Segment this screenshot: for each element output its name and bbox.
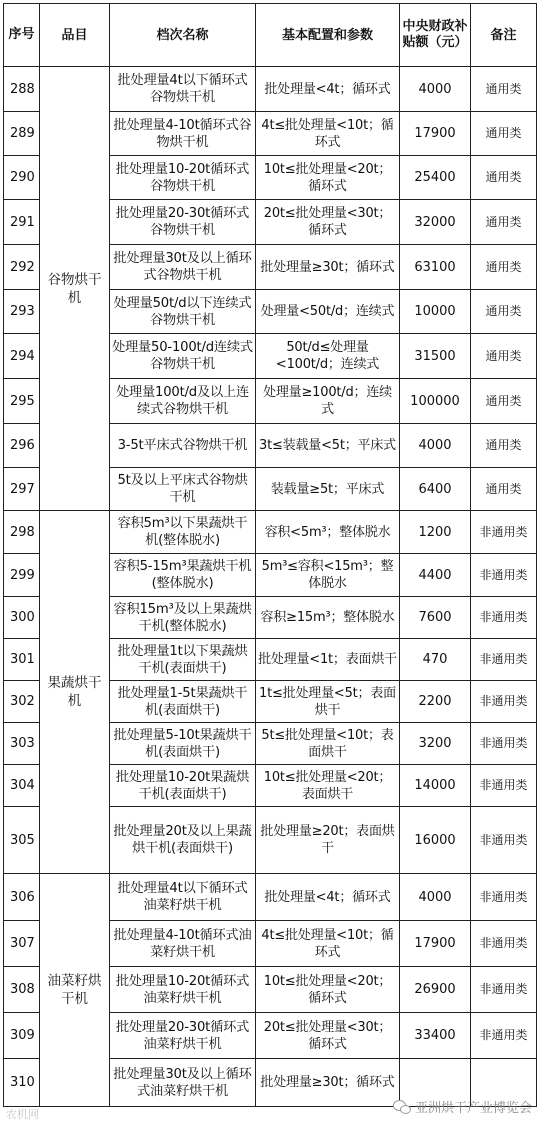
spec-cell: 批处理量≥30t；循环式 <box>256 1059 400 1107</box>
subsidy-amount: 4400 <box>400 554 471 597</box>
note-cell: 通用类 <box>471 112 537 156</box>
row-number: 293 <box>4 290 40 334</box>
note-cell: 非通用类 <box>471 511 537 554</box>
spec-cell: 4t≤批处理量<10t；循环式 <box>256 921 400 967</box>
header-subsidy: 中央财政补贴额（元） <box>400 4 471 67</box>
row-number: 308 <box>4 967 40 1013</box>
spec-cell: 批处理量<1t；表面烘干 <box>256 639 400 681</box>
grade-name: 批处理量4-10t循环式谷物烘干机 <box>110 112 256 156</box>
row-number: 295 <box>4 379 40 424</box>
row-number: 302 <box>4 681 40 723</box>
note-cell: 非通用类 <box>471 554 537 597</box>
subsidy-amount: 2200 <box>400 681 471 723</box>
subsidy-amount: 17900 <box>400 921 471 967</box>
grade-name: 批处理量20t及以上果蔬烘干机(表面烘干) <box>110 807 256 874</box>
note-cell: 非通用类 <box>471 639 537 681</box>
note-cell: 通用类 <box>471 424 537 468</box>
header-grade: 档次名称 <box>110 4 256 67</box>
row-number: 296 <box>4 424 40 468</box>
spec-cell: 处理量≥100t/d；连续式 <box>256 379 400 424</box>
table-row <box>4 67 537 112</box>
spec-cell: 50t/d≤处理量<100t/d；连续式 <box>256 334 400 379</box>
note-cell: 非通用类 <box>471 807 537 874</box>
note-cell: 通用类 <box>471 379 537 424</box>
grade-name: 批处理量10-20t果蔬烘干机(表面烘干) <box>110 765 256 807</box>
row-number: 291 <box>4 200 40 245</box>
category-cell: 谷物烘干机 <box>40 67 110 511</box>
grade-name: 处理量100t/d及以上连续式谷物烘干机 <box>110 379 256 424</box>
row-number: 294 <box>4 334 40 379</box>
note-cell: 通用类 <box>471 468 537 511</box>
spec-cell: 批处理量<4t；循环式 <box>256 874 400 921</box>
grade-name: 批处理量5-10t果蔬烘干机(表面烘干) <box>110 723 256 765</box>
subsidy-amount: 17900 <box>400 112 471 156</box>
subsidy-table <box>3 3 537 1107</box>
grade-name: 批处理量1t以下果蔬烘干机(表面烘干) <box>110 639 256 681</box>
spec-cell: 容积≥15m³；整体脱水 <box>256 597 400 639</box>
note-cell: 非通用类 <box>471 723 537 765</box>
note-cell: 非通用类 <box>471 681 537 723</box>
wechat-icon <box>393 1100 411 1114</box>
row-number: 305 <box>4 807 40 874</box>
grade-name: 批处理量20-30t循环式油菜籽烘干机 <box>110 1013 256 1059</box>
row-number: 306 <box>4 874 40 921</box>
note-cell: 非通用类 <box>471 874 537 921</box>
subsidy-amount: 25400 <box>400 156 471 200</box>
watermark-right <box>393 1097 532 1116</box>
spec-cell: 3t≤装载量<5t；平床式 <box>256 424 400 468</box>
row-number: 300 <box>4 597 40 639</box>
watermark-left: 农机网 <box>6 1108 39 1121</box>
watermark-right-text: 亚洲烘干产业博览会 <box>414 1101 532 1116</box>
grade-name: 批处理量10-20t循环式油菜籽烘干机 <box>110 967 256 1013</box>
spec-cell: 10t≤批处理量<20t；表面烘干 <box>256 765 400 807</box>
grade-name: 容积15m³及以上果蔬烘干机(整体脱水) <box>110 597 256 639</box>
row-number: 290 <box>4 156 40 200</box>
grade-name: 批处理量30t及以上循环式谷物烘干机 <box>110 245 256 290</box>
row-number: 309 <box>4 1013 40 1059</box>
grade-name: 批处理量20-30t循环式谷物烘干机 <box>110 200 256 245</box>
category-cell: 油菜籽烘干机 <box>40 874 110 1107</box>
subsidy-amount: 14000 <box>400 765 471 807</box>
header-note: 备注 <box>471 4 537 67</box>
note-cell: 通用类 <box>471 290 537 334</box>
subsidy-amount: 33400 <box>400 1013 471 1059</box>
subsidy-amount: 6400 <box>400 468 471 511</box>
subsidy-amount: 3200 <box>400 723 471 765</box>
note-cell: 通用类 <box>471 200 537 245</box>
row-number: 298 <box>4 511 40 554</box>
note-cell: 通用类 <box>471 156 537 200</box>
spec-cell: 容积<5m³；整体脱水 <box>256 511 400 554</box>
grade-name: 批处理量4t以下循环式油菜籽烘干机 <box>110 874 256 921</box>
spec-cell: 处理量<50t/d；连续式 <box>256 290 400 334</box>
spec-cell: 20t≤批处理量<30t；循环式 <box>256 1013 400 1059</box>
grade-name: 3-5t平床式谷物烘干机 <box>110 424 256 468</box>
header-no: 序号 <box>4 4 40 67</box>
table-body <box>4 67 537 1107</box>
spec-cell: 5t≤批处理量<10t；表面烘干 <box>256 723 400 765</box>
row-number: 310 <box>4 1059 40 1107</box>
row-number: 299 <box>4 554 40 597</box>
row-number: 304 <box>4 765 40 807</box>
header-row <box>4 4 537 67</box>
spec-cell: 10t≤批处理量<20t；循环式 <box>256 967 400 1013</box>
subsidy-amount: 32000 <box>400 200 471 245</box>
row-number: 301 <box>4 639 40 681</box>
row-number: 288 <box>4 67 40 112</box>
header-spec: 基本配置和参数 <box>256 4 400 67</box>
subsidy-amount: 4000 <box>400 67 471 112</box>
grade-name: 批处理量4t以下循环式谷物烘干机 <box>110 67 256 112</box>
grade-name: 批处理量4-10t循环式油菜籽烘干机 <box>110 921 256 967</box>
header-category: 品目 <box>40 4 110 67</box>
note-cell: 非通用类 <box>471 765 537 807</box>
spec-cell: 批处理量≥20t；表面烘干 <box>256 807 400 874</box>
subsidy-amount: 31500 <box>400 334 471 379</box>
subsidy-amount: 7600 <box>400 597 471 639</box>
note-cell: 通用类 <box>471 245 537 290</box>
subsidy-amount: 4000 <box>400 874 471 921</box>
table-row <box>4 874 537 921</box>
spec-cell: 1t≤批处理量<5t；表面烘干 <box>256 681 400 723</box>
spec-cell: 20t≤批处理量<30t；循环式 <box>256 200 400 245</box>
grade-name: 批处理量30t及以上循环式油菜籽烘干机 <box>110 1059 256 1107</box>
spec-cell: 10t≤批处理量<20t；循环式 <box>256 156 400 200</box>
row-number: 307 <box>4 921 40 967</box>
grade-name: 容积5-15m³果蔬烘干机(整体脱水) <box>110 554 256 597</box>
spec-cell: 4t≤批处理量<10t；循环式 <box>256 112 400 156</box>
subsidy-amount: 10000 <box>400 290 471 334</box>
subsidy-amount: 100000 <box>400 379 471 424</box>
grade-name: 处理量50t/d以下连续式谷物烘干机 <box>110 290 256 334</box>
grade-name: 处理量50-100t/d连续式谷物烘干机 <box>110 334 256 379</box>
table-row <box>4 511 537 554</box>
note-cell: 非通用类 <box>471 921 537 967</box>
note-cell: 非通用类 <box>471 597 537 639</box>
row-number: 303 <box>4 723 40 765</box>
grade-name: 批处理量10-20t循环式谷物烘干机 <box>110 156 256 200</box>
grade-name: 5t及以上平床式谷物烘干机 <box>110 468 256 511</box>
note-cell: 通用类 <box>471 334 537 379</box>
grade-name: 容积5m³以下果蔬烘干机(整体脱水) <box>110 511 256 554</box>
note-cell: 非通用类 <box>471 1013 537 1059</box>
row-number: 292 <box>4 245 40 290</box>
spec-cell: 装载量≥5t；平床式 <box>256 468 400 511</box>
grade-name: 批处理量1-5t果蔬烘干机(表面烘干) <box>110 681 256 723</box>
row-number: 297 <box>4 468 40 511</box>
spec-cell: 5m³≤容积<15m³；整体脱水 <box>256 554 400 597</box>
spec-cell: 批处理量≥30t；循环式 <box>256 245 400 290</box>
row-number: 289 <box>4 112 40 156</box>
subsidy-amount: 1200 <box>400 511 471 554</box>
category-cell: 果蔬烘干机 <box>40 511 110 874</box>
subsidy-amount: 16000 <box>400 807 471 874</box>
subsidy-amount: 470 <box>400 639 471 681</box>
subsidy-amount: 63100 <box>400 245 471 290</box>
subsidy-amount: 26900 <box>400 967 471 1013</box>
spec-cell: 批处理量<4t；循环式 <box>256 67 400 112</box>
note-cell: 通用类 <box>471 67 537 112</box>
note-cell: 非通用类 <box>471 967 537 1013</box>
subsidy-amount: 4000 <box>400 424 471 468</box>
